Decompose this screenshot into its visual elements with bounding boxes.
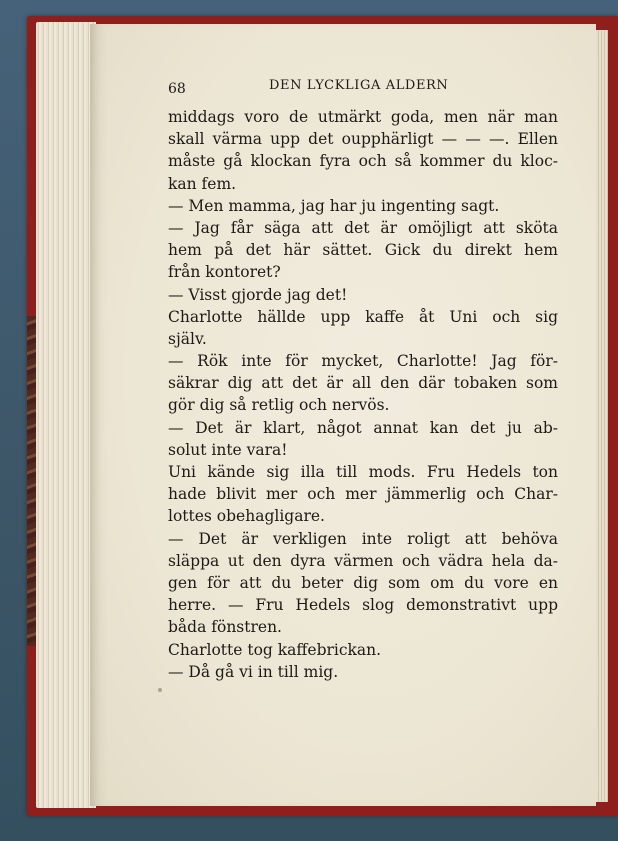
paper-speck <box>158 688 162 692</box>
text-line: släppa ut den dyra värmen och vädra hela da- <box>168 551 558 570</box>
text-line: gen för att du beter dig som om du vore en <box>168 573 558 592</box>
body-text <box>168 106 558 683</box>
text-line: herre. — Fru Hedels slog demonstrativt upp <box>168 596 558 615</box>
running-title: DEN LYCKLIGA ALDERN <box>269 78 449 93</box>
text-line: middags voro de utmärkt goda, men när man <box>168 108 558 126</box>
text-line: Charlotte hällde upp kaffe åt Uni och sig <box>168 307 558 326</box>
text-line: måste gå klockan fyra och så kommer du kloc- <box>168 152 558 171</box>
page-header <box>168 78 558 100</box>
text-line: hade blivit mer och mer jämmerlig och Char- <box>168 485 558 504</box>
text-line: säkrar dig att det är all den där tobaken som <box>168 374 558 393</box>
text-line: gör dig så retlig och nervös. <box>168 396 390 415</box>
text-line: kan fem. <box>168 174 237 193</box>
page-number: 68 <box>168 81 186 97</box>
text-line: — Visst gjorde jag det! <box>168 285 348 304</box>
text-line: lottes obehagligare. <box>168 507 325 526</box>
text-line: Uni kände sig illa till mods. Fru Hedels ton <box>168 463 558 481</box>
text-line: själv. <box>168 329 207 348</box>
text-line: Charlotte tog kaffebrickan. <box>168 640 382 659</box>
text-line: båda fönstren. <box>168 618 282 637</box>
page-stack-left <box>36 22 96 808</box>
text-line: — Jag får säga att det är omöjligt att sköta <box>168 218 558 237</box>
text-line: solut inte vara! <box>168 440 288 459</box>
text-line: — Men mamma, jag har ju ingenting sagt. <box>168 196 500 215</box>
page-stack-right <box>596 30 608 802</box>
text-line: skall värma upp det oupphärligt — — —. Ellen <box>168 130 558 149</box>
text-line: från kontoret? <box>168 263 281 282</box>
text-line: — Det är verkligen inte roligt att behöva <box>168 529 558 548</box>
text-line: hem på det här sättet. Gick du direkt hem <box>168 241 558 260</box>
text-line: — Då gå vi in till mig. <box>168 662 339 681</box>
text-line: — Det är klart, något annat kan det ju ab- <box>168 418 558 437</box>
text-line: — Rök inte för mycket, Charlotte! Jag för- <box>168 352 558 371</box>
